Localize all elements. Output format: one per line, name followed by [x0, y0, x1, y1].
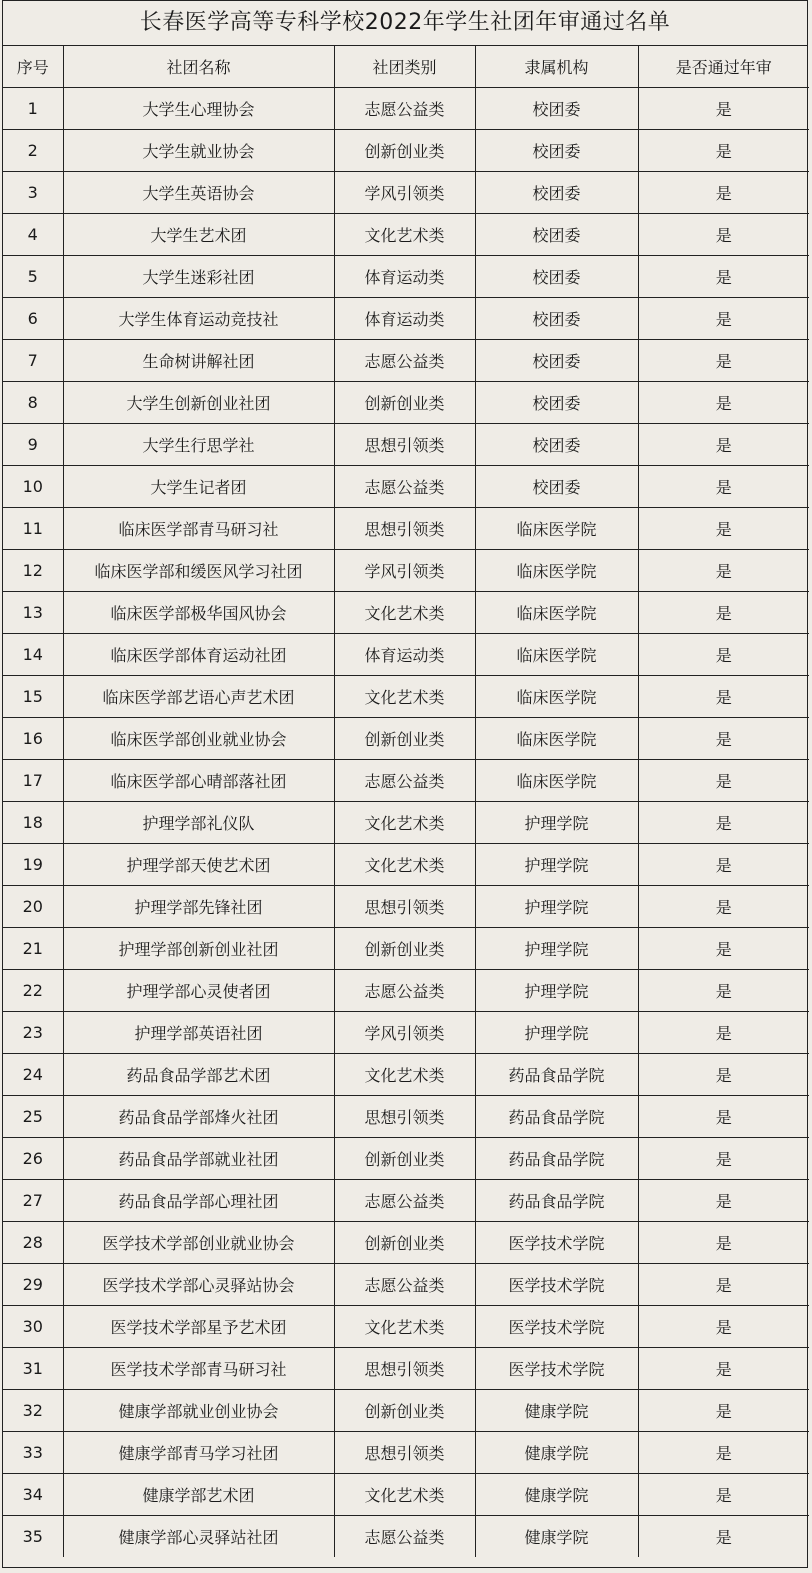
cell-index: 4	[3, 214, 63, 256]
cell-category: 创新创业类	[334, 130, 475, 172]
cell-affiliation: 校团委	[475, 256, 638, 298]
table-row	[3, 466, 809, 508]
cell-affiliation: 临床医学院	[475, 718, 638, 760]
table-row	[3, 1264, 809, 1306]
cell-category: 思想引领类	[334, 1348, 475, 1390]
cell-category: 志愿公益类	[334, 340, 475, 382]
header-affiliation: 隶属机构	[475, 46, 638, 88]
cell-category: 体育运动类	[334, 256, 475, 298]
cell-category: 思想引领类	[334, 508, 475, 550]
cell-club-name: 大学生心理协会	[63, 88, 334, 130]
cell-club-name: 药品食品学部艺术团	[63, 1054, 334, 1096]
cell-category: 志愿公益类	[334, 1516, 475, 1558]
cell-club-name: 大学生艺术团	[63, 214, 334, 256]
cell-category: 文化艺术类	[334, 592, 475, 634]
cell-club-name: 临床医学部创业就业协会	[63, 718, 334, 760]
cell-index: 5	[3, 256, 63, 298]
cell-club-name: 护理学部天使艺术团	[63, 844, 334, 886]
cell-index: 16	[3, 718, 63, 760]
cell-affiliation: 健康学院	[475, 1432, 638, 1474]
cell-index: 27	[3, 1180, 63, 1222]
table-row	[3, 214, 809, 256]
cell-club-name: 护理学部礼仪队	[63, 802, 334, 844]
cell-club-name: 大学生体育运动竞技社	[63, 298, 334, 340]
cell-category: 创新创业类	[334, 382, 475, 424]
cell-index: 31	[3, 1348, 63, 1390]
cell-club-name: 大学生英语协会	[63, 172, 334, 214]
cell-category: 思想引领类	[334, 886, 475, 928]
table-row	[3, 550, 809, 592]
cell-club-name: 大学生创新创业社团	[63, 382, 334, 424]
cell-index: 18	[3, 802, 63, 844]
cell-affiliation: 护理学院	[475, 886, 638, 928]
cell-affiliation: 校团委	[475, 88, 638, 130]
table-row	[3, 1474, 809, 1516]
cell-passed: 是	[638, 592, 809, 634]
club-review-sheet	[2, 0, 808, 1568]
cell-passed: 是	[638, 1348, 809, 1390]
cell-category: 创新创业类	[334, 1138, 475, 1180]
cell-passed: 是	[638, 466, 809, 508]
cell-index: 3	[3, 172, 63, 214]
table-row	[3, 298, 809, 340]
cell-index: 11	[3, 508, 63, 550]
cell-passed: 是	[638, 340, 809, 382]
cell-club-name: 生命树讲解社团	[63, 340, 334, 382]
cell-passed: 是	[638, 1474, 809, 1516]
table-row	[3, 1348, 809, 1390]
cell-club-name: 药品食品学部心理社团	[63, 1180, 334, 1222]
table-row	[3, 1096, 809, 1138]
cell-index: 19	[3, 844, 63, 886]
cell-affiliation: 校团委	[475, 298, 638, 340]
table-row	[3, 340, 809, 382]
cell-affiliation: 护理学院	[475, 844, 638, 886]
cell-passed: 是	[638, 1432, 809, 1474]
table-row	[3, 676, 809, 718]
cell-club-name: 临床医学部极华国风协会	[63, 592, 334, 634]
cell-affiliation: 医学技术学院	[475, 1306, 638, 1348]
header-category: 社团类别	[334, 46, 475, 88]
cell-passed: 是	[638, 298, 809, 340]
cell-index: 14	[3, 634, 63, 676]
cell-club-name: 药品食品学部烽火社团	[63, 1096, 334, 1138]
cell-affiliation: 校团委	[475, 424, 638, 466]
cell-index: 2	[3, 130, 63, 172]
table-row	[3, 256, 809, 298]
cell-category: 创新创业类	[334, 1390, 475, 1432]
cell-affiliation: 护理学院	[475, 1012, 638, 1054]
table-row	[3, 760, 809, 802]
cell-club-name: 医学技术学部创业就业协会	[63, 1222, 334, 1264]
cell-affiliation: 护理学院	[475, 970, 638, 1012]
cell-club-name: 药品食品学部就业社团	[63, 1138, 334, 1180]
table-row	[3, 1054, 809, 1096]
cell-category: 志愿公益类	[334, 88, 475, 130]
cell-affiliation: 医学技术学院	[475, 1348, 638, 1390]
cell-passed: 是	[638, 382, 809, 424]
cell-affiliation: 校团委	[475, 340, 638, 382]
cell-category: 思想引领类	[334, 1432, 475, 1474]
table-row	[3, 1138, 809, 1180]
cell-passed: 是	[638, 676, 809, 718]
cell-passed: 是	[638, 508, 809, 550]
cell-passed: 是	[638, 214, 809, 256]
cell-club-name: 临床医学部和缓医风学习社团	[63, 550, 334, 592]
table-row	[3, 508, 809, 550]
table-header-row	[3, 46, 809, 88]
table-row	[3, 424, 809, 466]
cell-passed: 是	[638, 1054, 809, 1096]
cell-passed: 是	[638, 1138, 809, 1180]
cell-category: 文化艺术类	[334, 844, 475, 886]
cell-category: 志愿公益类	[334, 1264, 475, 1306]
cell-affiliation: 校团委	[475, 130, 638, 172]
cell-club-name: 医学技术学部心灵驿站协会	[63, 1264, 334, 1306]
cell-index: 20	[3, 886, 63, 928]
cell-passed: 是	[638, 718, 809, 760]
cell-passed: 是	[638, 970, 809, 1012]
cell-passed: 是	[638, 1096, 809, 1138]
cell-category: 学风引领类	[334, 550, 475, 592]
cell-passed: 是	[638, 844, 809, 886]
cell-affiliation: 药品食品学院	[475, 1096, 638, 1138]
cell-club-name: 大学生行思学社	[63, 424, 334, 466]
cell-passed: 是	[638, 1180, 809, 1222]
cell-index: 21	[3, 928, 63, 970]
table-row	[3, 886, 809, 928]
table-row	[3, 1390, 809, 1432]
cell-passed: 是	[638, 88, 809, 130]
table-row	[3, 634, 809, 676]
cell-club-name: 大学生迷彩社团	[63, 256, 334, 298]
cell-club-name: 临床医学部艺语心声艺术团	[63, 676, 334, 718]
table-row	[3, 1180, 809, 1222]
cell-passed: 是	[638, 424, 809, 466]
table-row	[3, 172, 809, 214]
cell-affiliation: 健康学院	[475, 1390, 638, 1432]
cell-index: 15	[3, 676, 63, 718]
cell-club-name: 临床医学部体育运动社团	[63, 634, 334, 676]
cell-category: 志愿公益类	[334, 1180, 475, 1222]
cell-affiliation: 临床医学院	[475, 634, 638, 676]
cell-affiliation: 校团委	[475, 466, 638, 508]
cell-index: 6	[3, 298, 63, 340]
cell-passed: 是	[638, 802, 809, 844]
cell-affiliation: 护理学院	[475, 928, 638, 970]
cell-index: 23	[3, 1012, 63, 1054]
cell-affiliation: 健康学院	[475, 1516, 638, 1558]
table-row	[3, 88, 809, 130]
table-row	[3, 718, 809, 760]
cell-index: 22	[3, 970, 63, 1012]
cell-index: 1	[3, 88, 63, 130]
cell-index: 32	[3, 1390, 63, 1432]
table-row	[3, 592, 809, 634]
cell-club-name: 医学技术学部青马研习社	[63, 1348, 334, 1390]
cell-affiliation: 药品食品学院	[475, 1054, 638, 1096]
table-row	[3, 1516, 809, 1558]
cell-club-name: 健康学部艺术团	[63, 1474, 334, 1516]
cell-passed: 是	[638, 172, 809, 214]
table-row	[3, 802, 809, 844]
cell-passed: 是	[638, 760, 809, 802]
cell-category: 文化艺术类	[334, 676, 475, 718]
cell-affiliation: 校团委	[475, 382, 638, 424]
cell-club-name: 护理学部英语社团	[63, 1012, 334, 1054]
cell-index: 29	[3, 1264, 63, 1306]
cell-affiliation: 健康学院	[475, 1474, 638, 1516]
table-row	[3, 1306, 809, 1348]
cell-passed: 是	[638, 1306, 809, 1348]
cell-passed: 是	[638, 1390, 809, 1432]
cell-category: 学风引领类	[334, 172, 475, 214]
cell-category: 志愿公益类	[334, 970, 475, 1012]
cell-category: 文化艺术类	[334, 214, 475, 256]
cell-index: 8	[3, 382, 63, 424]
cell-passed: 是	[638, 886, 809, 928]
cell-affiliation: 临床医学院	[475, 592, 638, 634]
cell-index: 25	[3, 1096, 63, 1138]
table-body	[3, 88, 809, 1558]
cell-category: 志愿公益类	[334, 760, 475, 802]
cell-category: 创新创业类	[334, 1222, 475, 1264]
header-passed: 是否通过年审	[638, 46, 809, 88]
cell-index: 34	[3, 1474, 63, 1516]
table-row	[3, 928, 809, 970]
cell-category: 思想引领类	[334, 424, 475, 466]
cell-index: 12	[3, 550, 63, 592]
cell-passed: 是	[638, 550, 809, 592]
cell-affiliation: 药品食品学院	[475, 1180, 638, 1222]
cell-club-name: 护理学部先锋社团	[63, 886, 334, 928]
header-index: 序号	[3, 46, 63, 88]
club-table	[3, 46, 809, 1557]
cell-category: 学风引领类	[334, 1012, 475, 1054]
cell-index: 35	[3, 1516, 63, 1558]
cell-index: 26	[3, 1138, 63, 1180]
cell-passed: 是	[638, 1516, 809, 1558]
cell-affiliation: 临床医学院	[475, 676, 638, 718]
cell-passed: 是	[638, 1012, 809, 1054]
cell-category: 创新创业类	[334, 928, 475, 970]
cell-passed: 是	[638, 1222, 809, 1264]
table-row	[3, 1012, 809, 1054]
table-row	[3, 844, 809, 886]
cell-index: 28	[3, 1222, 63, 1264]
cell-club-name: 临床医学部青马研习社	[63, 508, 334, 550]
cell-affiliation: 校团委	[475, 172, 638, 214]
cell-club-name: 大学生就业协会	[63, 130, 334, 172]
cell-index: 30	[3, 1306, 63, 1348]
cell-club-name: 大学生记者团	[63, 466, 334, 508]
table-row	[3, 130, 809, 172]
cell-index: 17	[3, 760, 63, 802]
cell-club-name: 护理学部创新创业社团	[63, 928, 334, 970]
page-title: 长春医学高等专科学校2022年学生社团年审通过名单	[3, 1, 807, 46]
cell-index: 33	[3, 1432, 63, 1474]
cell-category: 文化艺术类	[334, 1306, 475, 1348]
cell-affiliation: 校团委	[475, 214, 638, 256]
cell-affiliation: 医学技术学院	[475, 1264, 638, 1306]
cell-category: 体育运动类	[334, 634, 475, 676]
cell-category: 创新创业类	[334, 718, 475, 760]
cell-category: 文化艺术类	[334, 1474, 475, 1516]
cell-club-name: 临床医学部心晴部落社团	[63, 760, 334, 802]
cell-club-name: 健康学部就业创业协会	[63, 1390, 334, 1432]
cell-category: 文化艺术类	[334, 802, 475, 844]
header-club-name: 社团名称	[63, 46, 334, 88]
cell-affiliation: 临床医学院	[475, 550, 638, 592]
cell-affiliation: 药品食品学院	[475, 1138, 638, 1180]
cell-index: 7	[3, 340, 63, 382]
table-row	[3, 970, 809, 1012]
cell-passed: 是	[638, 928, 809, 970]
cell-category: 思想引领类	[334, 1096, 475, 1138]
cell-index: 13	[3, 592, 63, 634]
cell-index: 10	[3, 466, 63, 508]
cell-club-name: 护理学部心灵使者团	[63, 970, 334, 1012]
table-row	[3, 382, 809, 424]
table-row	[3, 1432, 809, 1474]
cell-club-name: 医学技术学部星予艺术团	[63, 1306, 334, 1348]
cell-club-name: 健康学部心灵驿站社团	[63, 1516, 334, 1558]
cell-affiliation: 医学技术学院	[475, 1222, 638, 1264]
cell-category: 体育运动类	[334, 298, 475, 340]
cell-passed: 是	[638, 130, 809, 172]
cell-affiliation: 临床医学院	[475, 508, 638, 550]
cell-category: 文化艺术类	[334, 1054, 475, 1096]
cell-affiliation: 护理学院	[475, 802, 638, 844]
cell-passed: 是	[638, 1264, 809, 1306]
cell-affiliation: 临床医学院	[475, 760, 638, 802]
cell-index: 24	[3, 1054, 63, 1096]
cell-category: 志愿公益类	[334, 466, 475, 508]
cell-passed: 是	[638, 256, 809, 298]
cell-index: 9	[3, 424, 63, 466]
cell-passed: 是	[638, 634, 809, 676]
cell-club-name: 健康学部青马学习社团	[63, 1432, 334, 1474]
table-row	[3, 1222, 809, 1264]
